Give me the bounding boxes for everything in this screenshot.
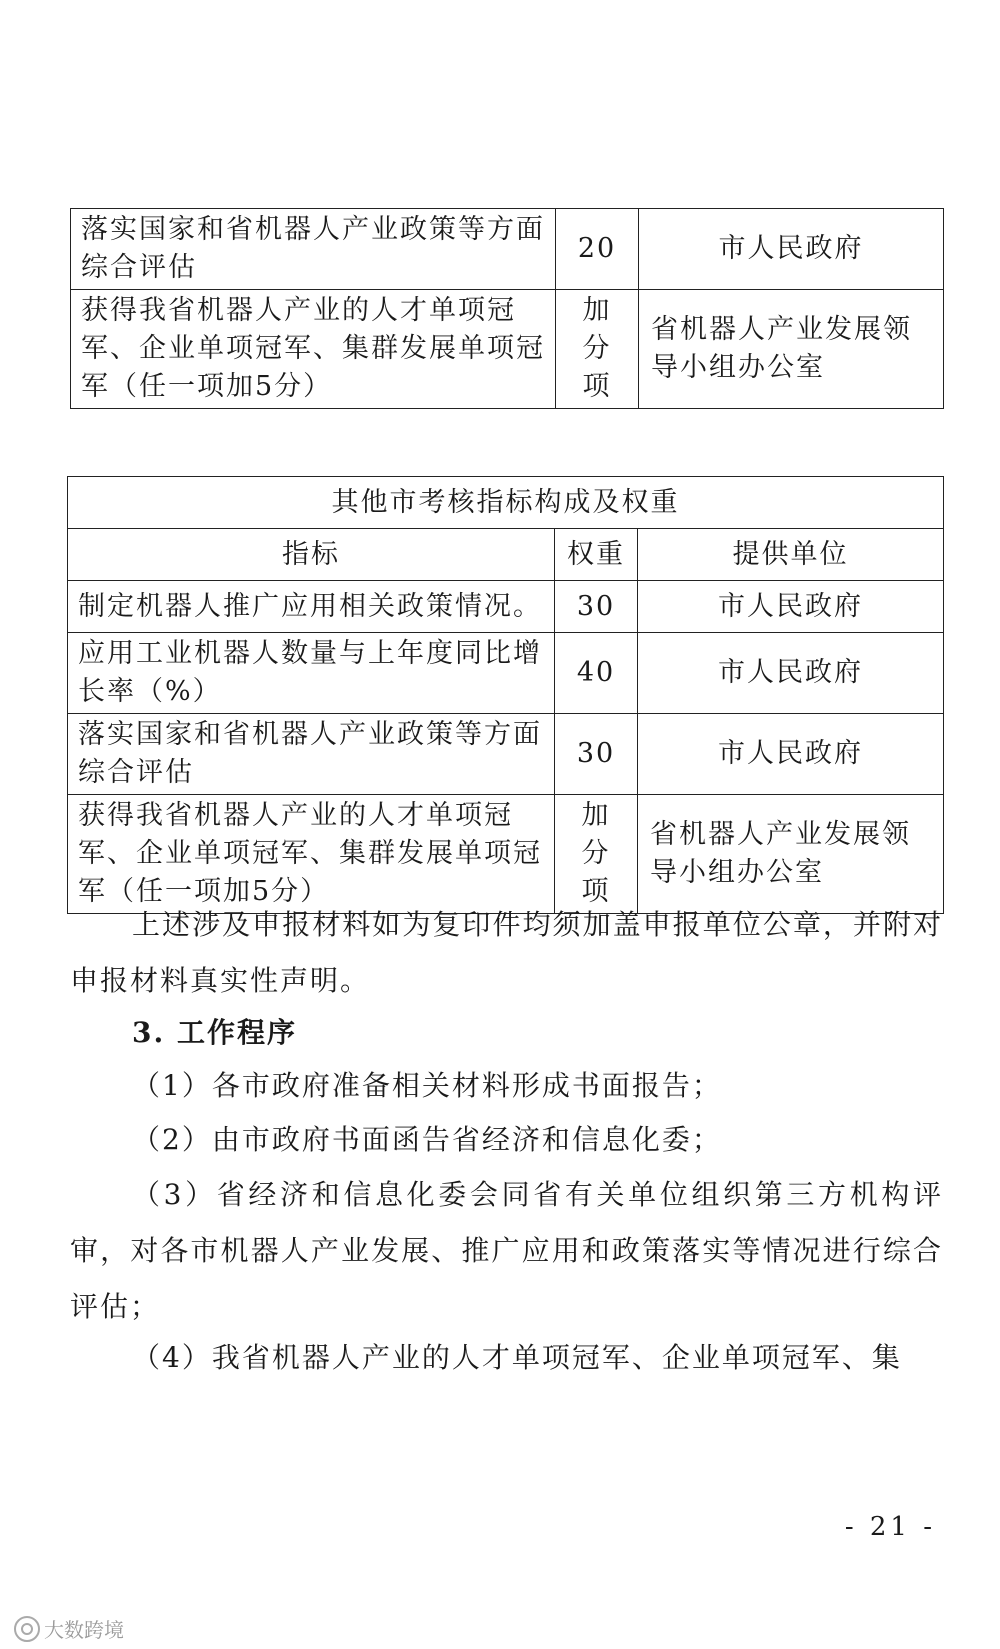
other-cities-indicator-table xyxy=(67,476,944,914)
continued-indicator-table xyxy=(70,208,944,409)
table-title-row xyxy=(68,477,944,529)
watermark-text: 大数跨境 xyxy=(44,1618,124,1642)
procedure-step-3: （3）省经济和信息化委会同省有关单位组织第三方机构评审，对各市机器人产业发展、推广应用和政策落实等情况进行综合评估； xyxy=(70,1178,943,1323)
header-source: 提供单位 xyxy=(638,529,944,581)
weight-cell: 30 xyxy=(555,581,638,633)
indicator-cell: 获得我省机器人产业的人才单项冠军、企业单项冠军、集群发展单项冠军（任一项加5分） xyxy=(71,290,556,409)
table-row xyxy=(68,633,944,714)
watermark xyxy=(14,1614,124,1643)
header-indicator: 指标 xyxy=(68,529,555,581)
indicator-cell: 获得我省机器人产业的人才单项冠军、企业单项冠军、集群发展单项冠军（任一项加5分） xyxy=(68,795,555,914)
indicator-cell: 应用工业机器人数量与上年度同比增长率（%） xyxy=(68,633,555,714)
indicator-cell: 制定机器人推广应用相关政策情况。 xyxy=(68,581,555,633)
weight-cell: 20 xyxy=(556,209,639,290)
table-row xyxy=(68,581,944,633)
table-row xyxy=(68,714,944,795)
table-title: 其他市考核指标构成及权重 xyxy=(68,477,944,529)
table-row xyxy=(71,209,944,290)
section-heading: 3. 工作程序 xyxy=(132,1016,297,1049)
source-cell: 市人民政府 xyxy=(638,581,944,633)
procedure-step-4: （4）我省机器人产业的人才单项冠军、企业单项冠军、集 xyxy=(132,1341,902,1374)
weight-cell: 30 xyxy=(555,714,638,795)
table-row xyxy=(71,290,944,409)
page-number: - 21 - xyxy=(844,1512,936,1542)
source-cell: 市人民政府 xyxy=(638,714,944,795)
weight-value: 加分项 xyxy=(582,295,612,402)
table-header-row xyxy=(68,529,944,581)
source-cell: 市人民政府 xyxy=(638,633,944,714)
header-weight: 权重 xyxy=(555,529,638,581)
materials-note: 上述涉及申报材料如为复印件均须加盖申报单位公章，并附对申报材料真实性声明。 xyxy=(70,908,943,997)
circle-logo-icon xyxy=(14,1616,40,1642)
table-row xyxy=(68,795,944,914)
source-cell: 省机器人产业发展领导小组办公室 xyxy=(638,795,944,914)
weight-cell: 40 xyxy=(555,633,638,714)
source-cell: 市人民政府 xyxy=(639,209,944,290)
weight-cell xyxy=(556,290,639,409)
weight-value: 加分项 xyxy=(581,800,611,907)
procedure-step-2: （2）由市政府书面函告省经济和信息化委； xyxy=(132,1123,722,1156)
source-cell: 省机器人产业发展领导小组办公室 xyxy=(639,290,944,409)
weight-cell xyxy=(555,795,638,914)
indicator-cell: 落实国家和省机器人产业政策等方面综合评估 xyxy=(71,209,556,290)
indicator-cell: 落实国家和省机器人产业政策等方面综合评估 xyxy=(68,714,555,795)
procedure-step-1: （1）各市政府准备相关材料形成书面报告； xyxy=(132,1069,722,1102)
